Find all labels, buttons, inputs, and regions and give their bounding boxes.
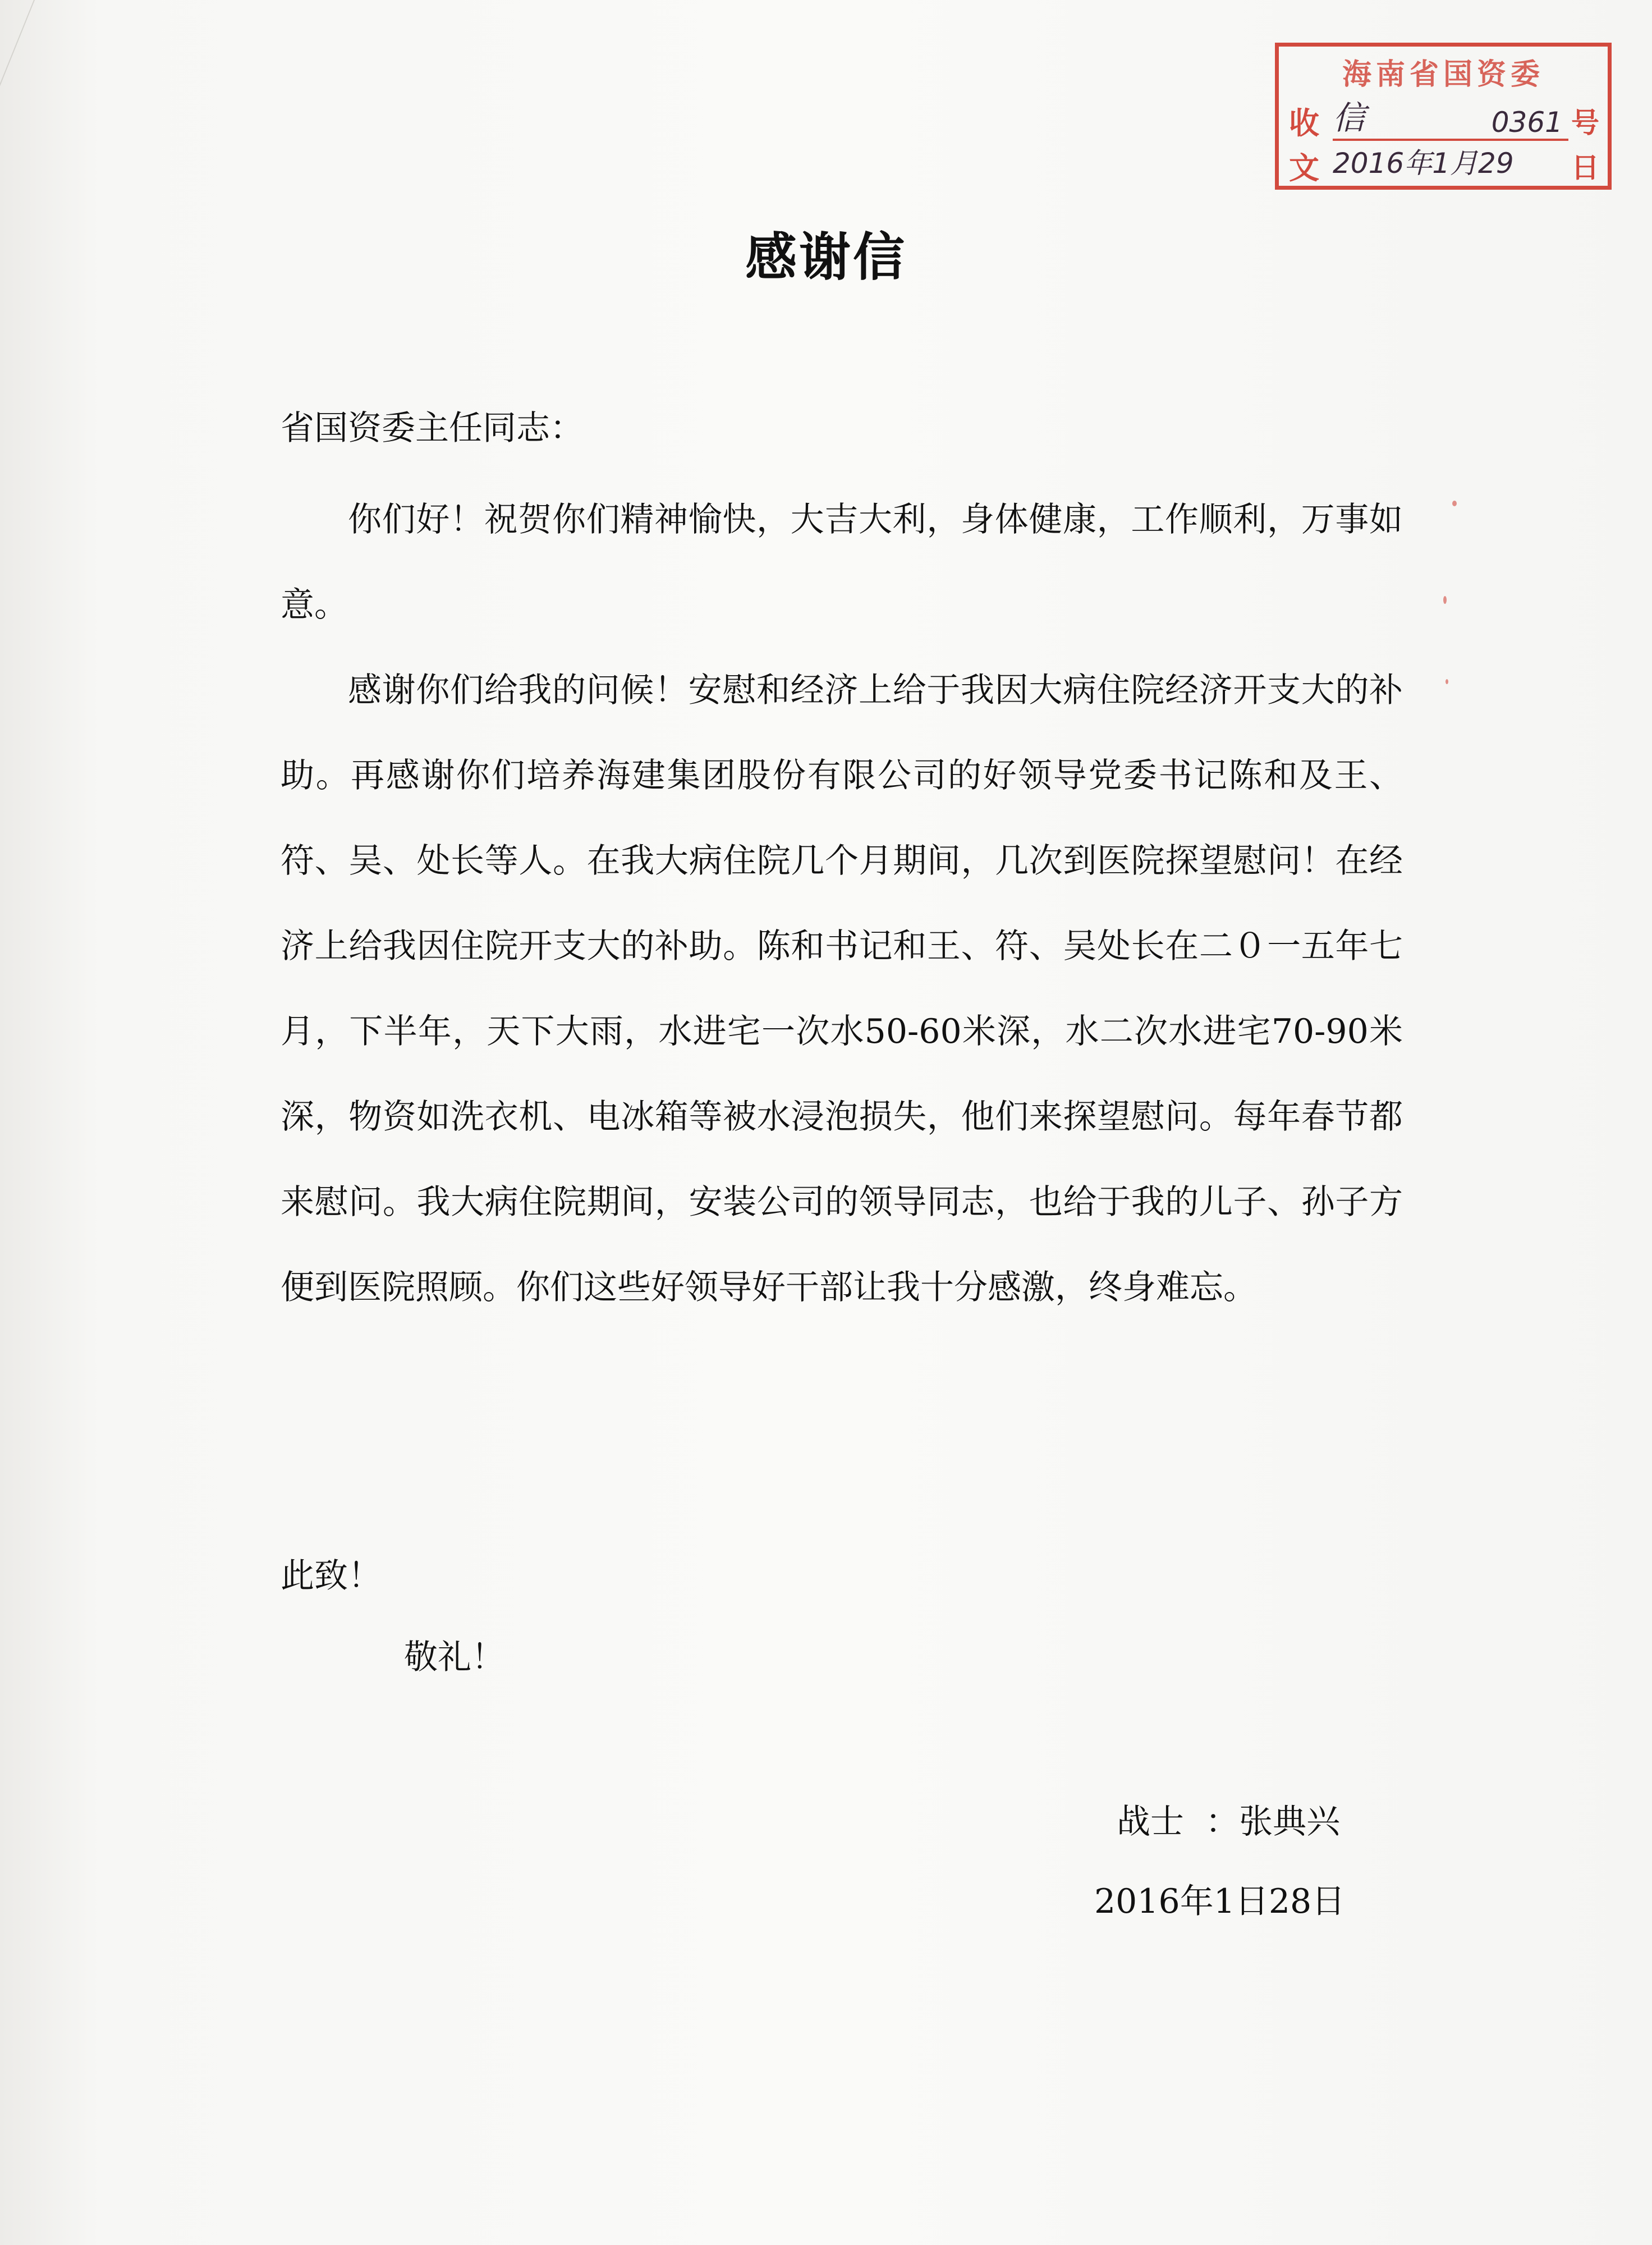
stamp-date-row <box>1333 143 1568 181</box>
ink-spot <box>1452 501 1457 506</box>
paper-fold <box>0 0 35 90</box>
closing-line-2: 敬礼！ <box>404 1638 505 1677</box>
stamp-entry-row <box>1333 100 1568 141</box>
letter-paragraph: 感谢你们给我的问候！安慰和经济上给于我因大病住院经济开支大的补助。再感谢你们培养海建集团股份有限公司的好领导党委书记陈和及王、符、吴、处长等人。在我大病住院几个月期间，几次到医院探望慰问！在经济上给我因住院开支大的补助。陈和书记和王、符、吴处长在二０一五年七月，下半年，天下大雨，水进宅一次水50-60米深，水二次水进宅70-90米深，物资如洗衣机、电冰箱等被水浸泡损失，他们来探望慰问。每年春节都来慰问。我大病住院期间，安装公司的领导同志，也给于我的儿子、孙子方便到医院照顾。你们这些好领导好干部让我十分感激，终身难忘。 <box>281 671 1403 1307</box>
closing-line-1: 此致！ <box>281 1556 382 1596</box>
letter-body <box>281 477 1403 1330</box>
stamp-entry-prefix: 信 <box>1333 99 1366 137</box>
stamp-side-char: 日 <box>1571 152 1599 184</box>
ink-spot <box>1443 596 1447 604</box>
registration-stamp <box>1275 43 1612 190</box>
letter-date: 2016年1日28日 <box>1094 1882 1346 1921</box>
stamp-side-char: 文 <box>1289 150 1319 186</box>
stamp-side-left <box>1284 98 1324 188</box>
letter-title: 感谢信 <box>745 227 907 287</box>
stamp-entry-number: 0361 <box>1491 106 1563 139</box>
stamp-side-right <box>1568 98 1602 188</box>
stamp-side-char: 收 <box>1289 105 1319 141</box>
letter-salutation: 省国资委主任同志： <box>281 409 584 448</box>
signature: 战士 ：张典兴 <box>1117 1802 1341 1841</box>
stamp-header: 海南省国资委 <box>1342 57 1544 91</box>
letter-paragraph: 你们好！祝贺你们精神愉快，大吉大利，身体健康，工作顺利，万事如意。 <box>281 500 1403 625</box>
stamp-date: 2016年1月29 <box>1333 147 1514 180</box>
stamp-side-char: 号 <box>1571 107 1599 139</box>
ink-spot <box>1446 679 1448 684</box>
